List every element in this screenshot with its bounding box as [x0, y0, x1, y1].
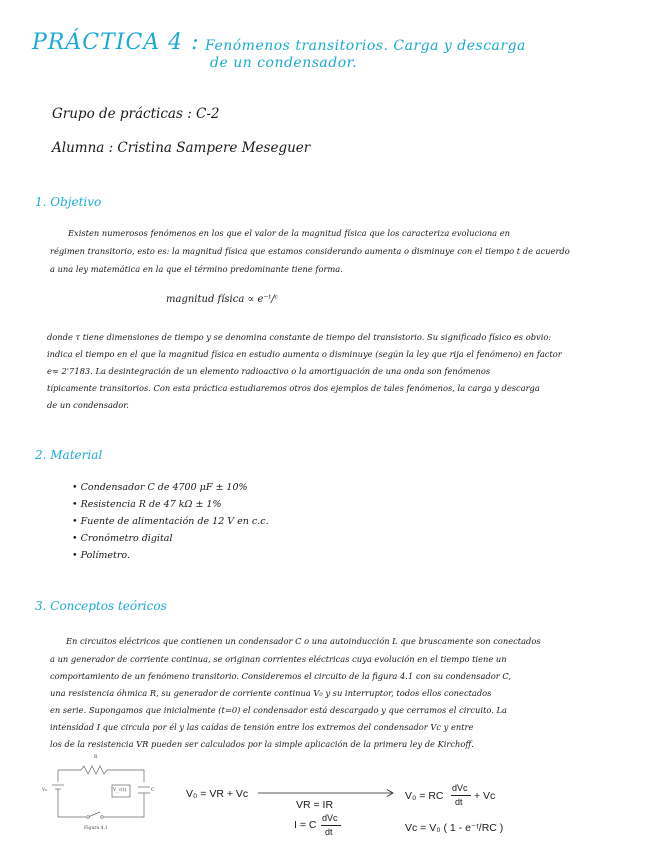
figure-label-c: C [151, 788, 155, 793]
differential-tail: + Vc [474, 790, 496, 802]
objetivo-intro-line: régimen transitorio, esto es: la magnitud física que estamos considerando aumenta o disminuye con el tiempo t de acuerdo [50, 246, 570, 256]
page-subtitle-line1: Fenómenos transitorios. Carga y descarga [205, 38, 526, 54]
conceptos-body-line: los de la resistencia VR pueden ser calculados por la simple aplicación de la primera ley de Kirchoff. [50, 739, 474, 749]
objetivo-intro-line: a una ley matemática en la que el término predominante tiene forma. [50, 264, 343, 274]
student-label: Alumna : Cristina Sampere Meseguer [52, 140, 311, 156]
conceptos-body-line: en serie. Supongamos que inicialmente (t=0) el condensador está descargado y que cerramos el circuito. La [50, 705, 507, 715]
differential-numerator: dVc [452, 783, 468, 793]
figure-label-v0: V₀ [42, 788, 48, 793]
conceptos-body-line: comportamiento de un fenómeno transitorio. Consideremos el circuito de la figura 4.1 con su condensador C, [50, 671, 512, 681]
implication-arrow [258, 788, 398, 798]
section-heading-material: 2. Material [35, 448, 103, 462]
circuit-wire-left-down [58, 789, 86, 817]
objetivo-body-line: de un condensador. [47, 400, 129, 410]
material-item: • Cronómetro digital [72, 533, 173, 544]
kirchhoff-equation: V₀ = VR + Vc [186, 788, 249, 800]
objetivo-body-line: e≈ 2'7183. La desintegración de un elemento radioactivo o la amortiguación de una onda son fenómenos [47, 366, 491, 376]
section-heading-conceptos: 3. Conceptos teóricos [35, 599, 167, 613]
figure-label-vc: V_c(t) [113, 788, 127, 793]
objetivo-body-line: donde τ tiene dimensiones de tiempo y se denomina constante de tiempo del transistorio. Su significado físico es obvio: [47, 332, 552, 342]
conceptos-body-line: una resistencia óhmica R, su generador de corriente continua V₀ y su interruptor, todos ellos conectados [50, 688, 492, 698]
current-fraction-bar [321, 825, 341, 826]
objetivo-body-line: indica el tiempo en el que la magnitud física en estudio aumenta o disminuye (según la ley que rija el fenómeno) en factor [47, 349, 562, 359]
figure-label-r: R [94, 755, 98, 760]
figure-caption: Figura 4.1 [84, 826, 108, 831]
circuit-wire-top-right [107, 770, 144, 782]
material-item: • Condensador C de 4700 μF ± 10% [72, 482, 248, 493]
current-derivative-numerator: dVc [322, 813, 338, 823]
page-subtitle-line2: de un condensador. [210, 55, 358, 71]
circuit-wire-bottom-right [104, 799, 144, 817]
material-item: • Fuente de alimentación de 12 V en c.c. [72, 516, 269, 527]
circuit-wire-top-left [58, 770, 81, 782]
charging-solution: Vc = V₀ ( 1 - e⁻ᵗ/RC ) [405, 822, 504, 834]
page-title: PRÁCTICA 4 : [32, 30, 200, 55]
resistor-symbol [81, 766, 107, 774]
current-derivative-denominator: dt [325, 827, 333, 837]
conceptos-body-line: intensidad I que circula por él y las caídas de tensión entre los extremos del condensador Vc y entre [50, 722, 474, 732]
current-equation: I = C [294, 819, 317, 831]
conceptos-body-line: En circuitos eléctricos que contienen un condensador C o una autoinducción L que bruscamente son conectados [66, 636, 541, 646]
objetivo-body-line: típicamente transitorios. Con esta práctica estudiaremos otros dos ejemplos de tales fenómenos, la carga y descarga [47, 383, 540, 393]
objetivo-intro-line: Existen numerosos fenómenos en los que el valor de la magnitud física que los caracteriza evoluciona en [68, 228, 510, 238]
differential-fraction-bar [451, 795, 471, 796]
switch-contact-left [87, 816, 90, 819]
switch-lever [89, 812, 100, 817]
conceptos-body-line: a un generador de corriente continua, se originan corrientes eléctricas cuya evolución en el tiempo tiene un [50, 654, 507, 664]
decay-formula: magnitud física ∝ e⁻ᵗ/ᶜ [166, 294, 278, 305]
material-item: • Polímetro. [72, 550, 130, 561]
differential-equation: V₀ = RC [405, 790, 444, 802]
differential-denominator: dt [455, 797, 463, 807]
group-label: Grupo de prácticas : C-2 [52, 106, 220, 122]
material-item: • Resistencia R de 47 kΩ ± 1% [72, 499, 222, 510]
switch-contact-right [101, 816, 104, 819]
resistor-voltage-equation: VR = IR [296, 799, 334, 811]
section-heading-objetivo: 1. Objetivo [35, 195, 102, 209]
